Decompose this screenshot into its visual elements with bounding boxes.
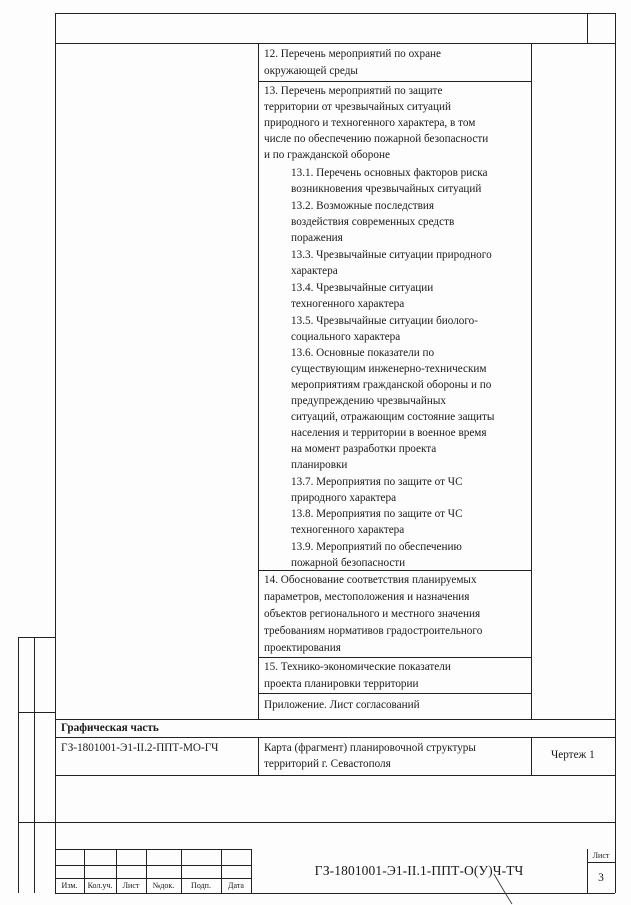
drawing-sheet: Чертеж 1 [551, 749, 595, 761]
pen-stroke [480, 860, 530, 905]
sheet-number: 3 [598, 872, 604, 884]
drawing-code: ГЗ-1801001-Э1-II.2-ППТ-МО-ГЧ [61, 742, 219, 754]
section-heading: Графическая часть [61, 722, 159, 734]
document-code: ГЗ-1801001-Э1-II.1-ППТ-О(У)Ч-ТЧ [314, 863, 524, 878]
toc-appendix: Приложение. Лист согласований [264, 699, 420, 711]
sheet-label: Лист [592, 851, 610, 860]
